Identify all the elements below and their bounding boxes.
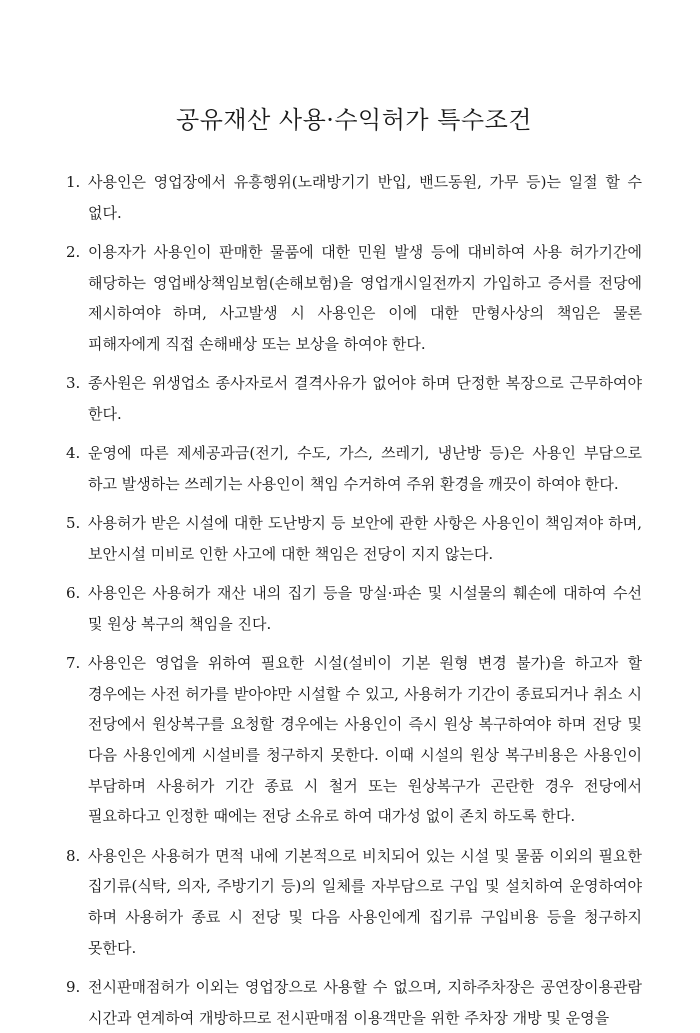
clause-number: 1. <box>66 173 81 191</box>
clause-list <box>66 167 642 1033</box>
clause-number: 2. <box>66 242 81 261</box>
clause-text: 사용인은 사용허가 재산 내의 집기 등을 망실·파손 및 시설물의 훼손에 대하여 수선 및 원상 복구의 책임을 진다. <box>88 583 642 633</box>
clause-item <box>66 167 642 228</box>
clause-item <box>66 508 642 569</box>
clause-item <box>66 368 642 429</box>
clause-text: 사용인은 영업을 위하여 필요한 시설(설비이 기본 원형 변경 불가)을 하고자 할 경우에는 사전 허가를 받아야만 시설할 수 있고, 사용허가 기간이 종료되거나 취소 시 전당에서 원상복구를 요청할 경우에는 사용인이 즉시 원상 복구하여야 하며 전당 및 다음 사용인에게 시설비를 청구하지 못한다. 이때 시설의 원상 복구비용은 사용인이 부담하며 사용허가 기간 종료 시 철거 또는 원상복구가 곤란한 경우 전당에서 필요하다고 인정한 때에는 전당 소유로 하여 대가성 없이 존치 하도록 한다. <box>88 653 642 826</box>
clause-text: 사용인은 영업장에서 유흥행위(노래방기기 반입, 밴드동원, 가무 등)는 일절 할 수 없다. <box>88 173 642 222</box>
clause-number: 6. <box>66 583 81 602</box>
clause-item <box>66 578 642 639</box>
clause-number: 3. <box>66 374 81 393</box>
clause-item <box>66 237 642 360</box>
clause-number: 4. <box>66 444 81 463</box>
clause-text: 이용자가 사용인이 판매한 물품에 대한 민원 발생 등에 대비하여 사용 허가기간에 해당하는 영업배상책임보험(손해보험)을 영업개시일전까지 가입하고 증서를 전당에 제시하여야 하며, 사고발생 시 사용인은 이에 대한 만형사상의 책임은 물론 피해자에게 직접 손해배상 또는 보상을 하여야 한다. <box>88 242 642 354</box>
clause-item <box>66 841 642 964</box>
clause-text: 운영에 따른 제세공과금(전기, 수도, 가스, 쓰레기, 냉난방 등)은 사용인 부담으로 하고 발생하는 쓰레기는 사용인이 책임 수거하여 주위 환경을 깨끗이 하여야 한다. <box>88 444 642 493</box>
clause-number: 7. <box>66 653 81 672</box>
clause-number: 8. <box>66 846 81 865</box>
clause-text: 전시판매점허가 이외는 영업장으로 사용할 수 없으며, 지하주차장은 공연장이용관람 시간과 연계하여 개방하므로 전시판매점 이용객만을 위한 주차장 개방 및 운영을 <box>88 977 642 1027</box>
clause-text: 종사원은 위생업소 종사자로서 결격사유가 없어야 하며 단정한 복장으로 근무하여야 한다. <box>88 374 642 423</box>
document-title: 공유재산 사용·수익허가 특수조건 <box>176 106 532 134</box>
clause-number: 5. <box>66 514 81 533</box>
clause-text: 사용인은 사용허가 면적 내에 기본적으로 비치되어 있는 시설 및 물품 이외의 필요한 집기류(식탁, 의자, 주방기기 등)의 일체를 자부담으로 구입 및 설치하여 운영하여야 하며 사용허가 종료 시 전당 및 다음 사용인에게 집기류 구입비용 등을 청구하지 못한다. <box>88 846 642 957</box>
clause-item <box>66 972 642 1033</box>
clause-item <box>66 438 642 499</box>
clause-number: 9. <box>66 977 81 996</box>
clause-item <box>66 648 642 832</box>
clause-text: 사용허가 받은 시설에 대한 도난방지 등 보안에 관한 사항은 사용인이 책임져야 하며, 보안시설 미비로 인한 사고에 대한 책임은 전당이 지지 않는다. <box>88 514 642 563</box>
